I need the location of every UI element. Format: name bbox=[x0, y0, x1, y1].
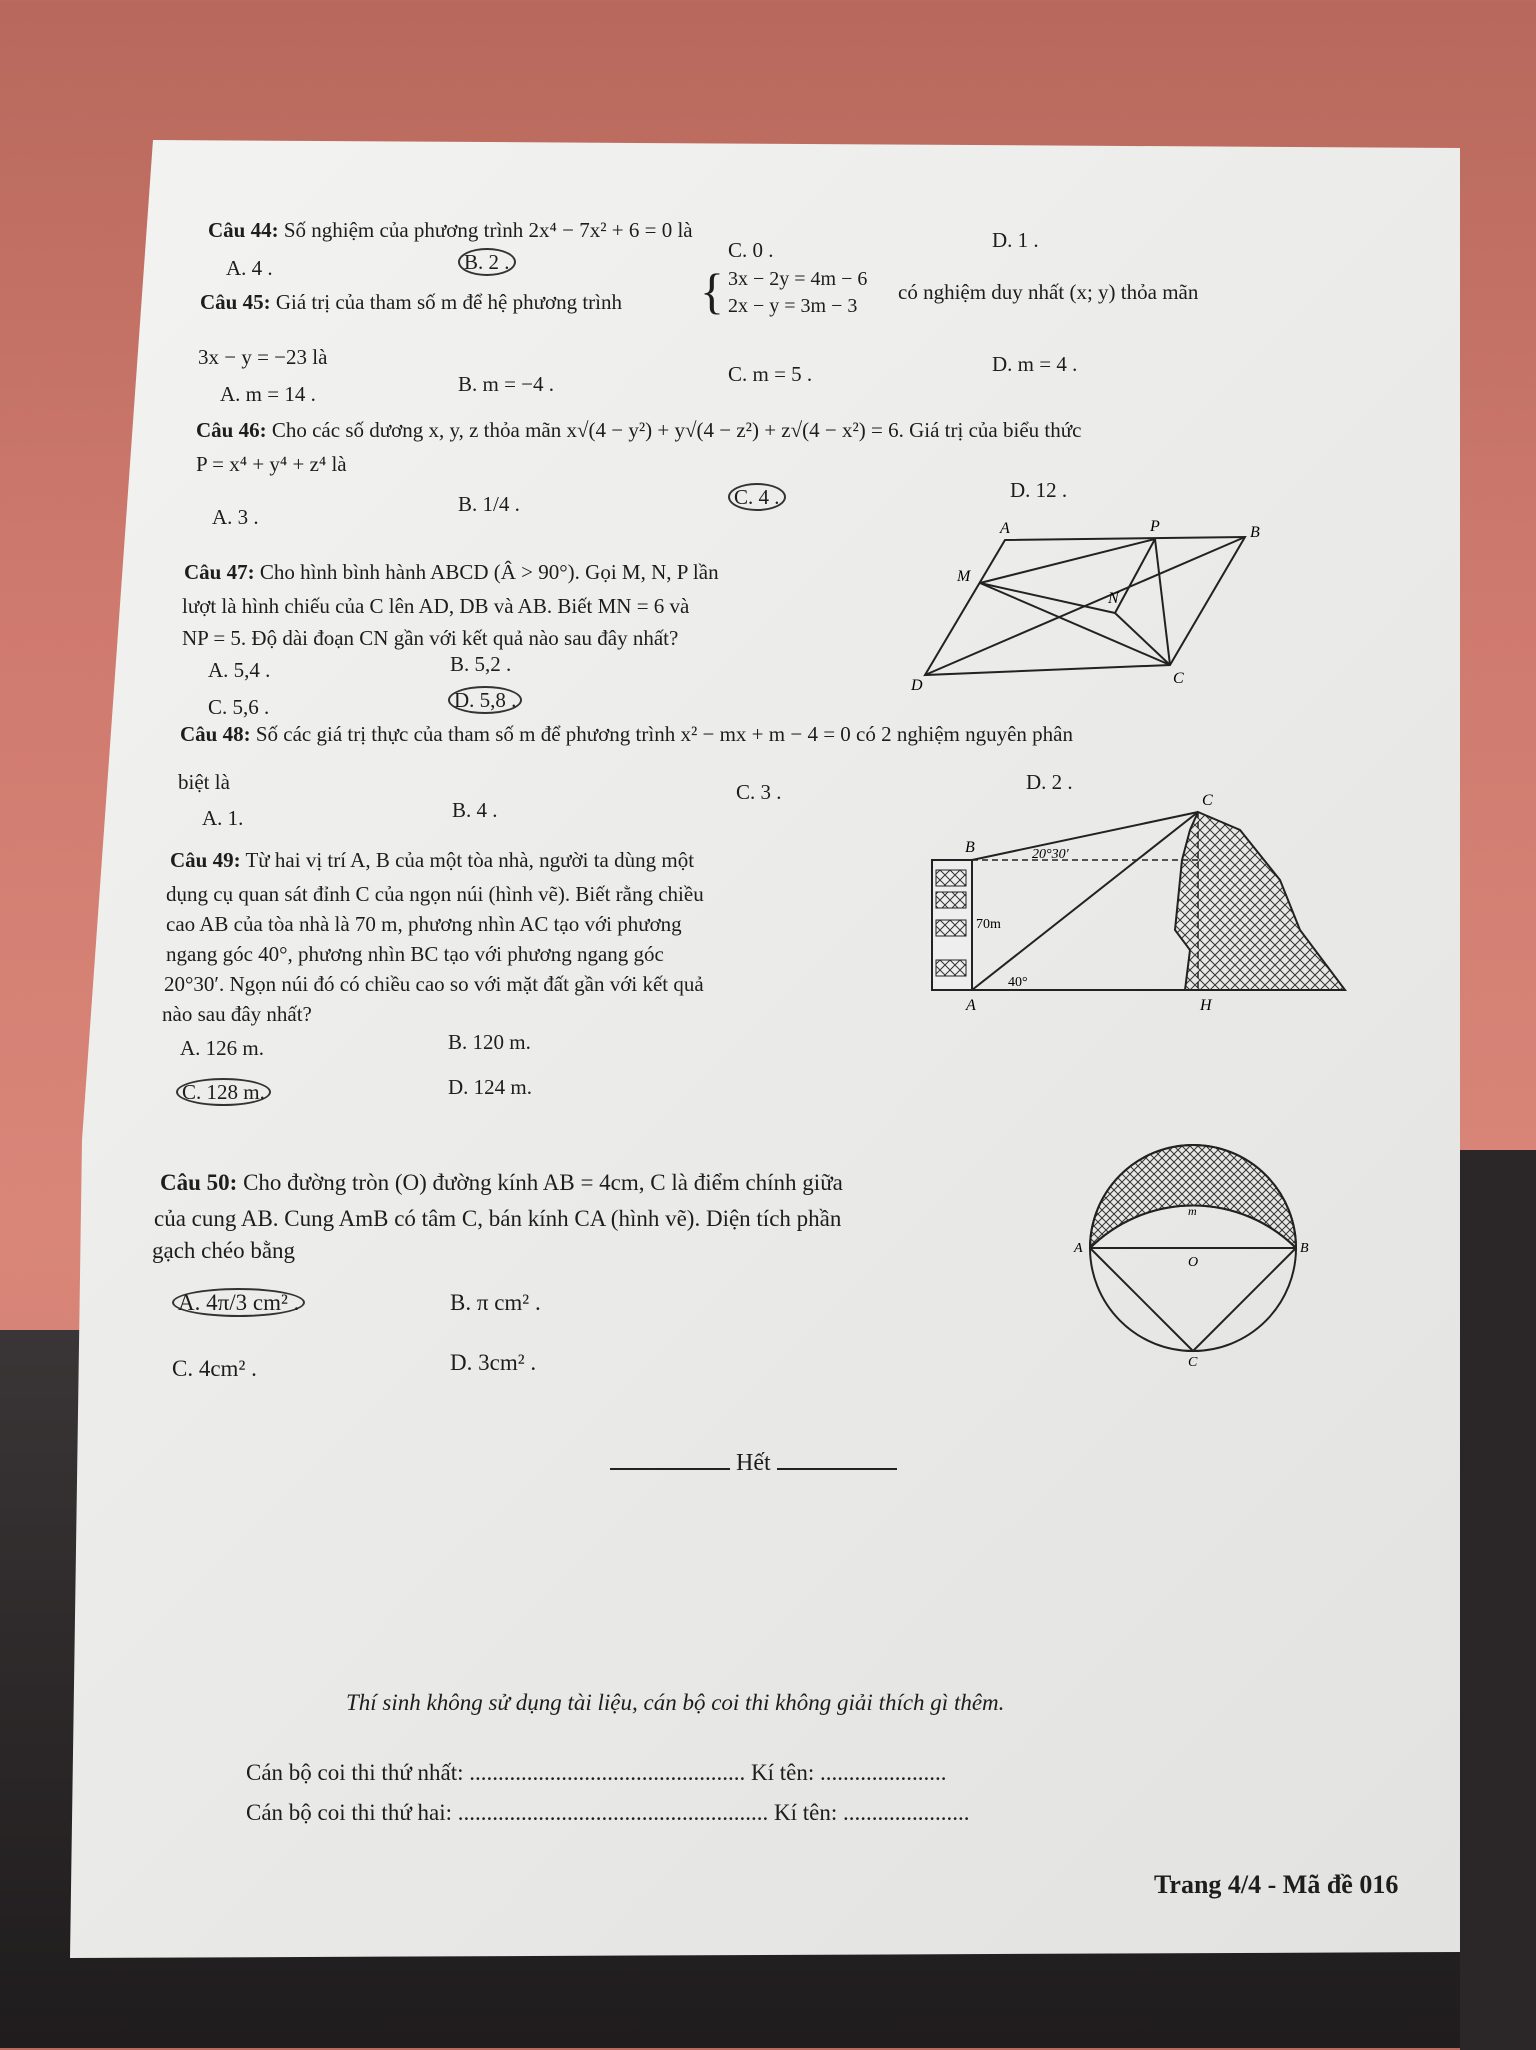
line-bc bbox=[972, 812, 1198, 860]
fig50-label-b: B bbox=[1300, 1241, 1309, 1256]
fig50-label-m: m bbox=[1188, 1204, 1197, 1218]
q45-label: Câu 45: bbox=[200, 290, 271, 314]
q45-option-d: D. m = 4 . bbox=[992, 352, 1078, 376]
q50-label: Câu 50: bbox=[160, 1170, 238, 1195]
q46-option-d: D. 12 . bbox=[1010, 478, 1068, 502]
fig49-label-height: 70m bbox=[976, 917, 1001, 932]
fig47-label-b: B bbox=[1250, 524, 1260, 541]
q45-brace: { bbox=[700, 263, 724, 319]
page-number: Trang 4/4 - Mã đề 016 bbox=[1154, 1870, 1399, 1899]
fig49-label-b: B bbox=[965, 839, 975, 856]
q49-mountain-figure bbox=[920, 790, 1360, 1030]
q46-label: Câu 46: bbox=[196, 418, 267, 442]
q44-option-b bbox=[458, 250, 516, 275]
q44-option-d: D. 1 . bbox=[992, 228, 1039, 252]
q49-text4: ngang góc 40°, phương nhìn BC tạo với phương ngang góc bbox=[166, 942, 664, 966]
q45-system bbox=[700, 263, 868, 319]
q44-option-c: C. 0 . bbox=[728, 238, 774, 262]
hatched-region bbox=[1090, 1145, 1296, 1248]
q45-text2: có nghiệm duy nhất (x; y) thỏa mãn bbox=[898, 280, 1199, 304]
q49-text3: cao AB của tòa nhà là 70 m, phương nhìn AC tạo với phương bbox=[166, 912, 682, 936]
q46-option-c bbox=[728, 485, 786, 510]
fig47-label-c: C bbox=[1173, 670, 1184, 687]
q44-label: Câu 44: bbox=[208, 218, 279, 242]
building-window-1 bbox=[936, 870, 966, 886]
segment-np bbox=[1115, 539, 1155, 613]
q45-option-a: A. m = 14 . bbox=[220, 382, 316, 406]
fig47-label-a: A bbox=[1000, 520, 1010, 537]
q50-circle-figure bbox=[1070, 1130, 1320, 1370]
fig49-label-c: C bbox=[1202, 792, 1213, 809]
segment-mp bbox=[980, 539, 1155, 583]
q50-option-c: C. 4cm² . bbox=[172, 1356, 257, 1381]
q49-option-b: B. 120 m. bbox=[448, 1030, 531, 1054]
segment-bc bbox=[1193, 1248, 1296, 1351]
q44-stem bbox=[208, 218, 693, 243]
q49-stem-1 bbox=[170, 848, 694, 873]
q50-option-b: B. π cm² . bbox=[450, 1290, 541, 1315]
q50-stem-1 bbox=[160, 1170, 843, 1196]
exam-paper bbox=[70, 140, 1460, 1960]
segment-ac bbox=[1090, 1248, 1193, 1351]
q45-option-b: B. m = −4 . bbox=[458, 372, 555, 396]
q48-label: Câu 48: bbox=[180, 722, 251, 746]
q46-text: Cho các số dương x, y, z thỏa mãn x√(4 − y²) + y√(4 − z²) + z√(4 − x²) = 6. Giá trị của biểu thức bbox=[271, 418, 1082, 442]
q49-option-c bbox=[176, 1080, 271, 1105]
fig47-label-d: D bbox=[911, 677, 923, 694]
end-text: Hết bbox=[736, 1450, 771, 1476]
q49-option-a: A. 126 m. bbox=[180, 1036, 264, 1060]
fig49-label-a: A bbox=[966, 997, 976, 1014]
desk-edge bbox=[1460, 1150, 1536, 2050]
q48-option-a: A. 1. bbox=[202, 806, 244, 830]
q49-text5: 20°30′. Ngọn núi đó có chiều cao so với mặt đất gần với kết quả bbox=[164, 972, 704, 996]
building-window-2 bbox=[936, 892, 966, 908]
fig50-label-c: C bbox=[1188, 1355, 1198, 1370]
mountain bbox=[1175, 812, 1345, 990]
segment-cn bbox=[1115, 613, 1170, 665]
q47-text1: Cho hình bình hành ABCD (Â > 90°). Gọi M, N, P lần bbox=[259, 560, 719, 584]
q44-text: Số nghiệm của phương trình 2x⁴ − 7x² + 6 = 0 là bbox=[283, 218, 693, 242]
q47-option-c: C. 5,6 . bbox=[208, 695, 270, 719]
q45-stem bbox=[200, 290, 622, 315]
q47-option-d bbox=[448, 688, 522, 713]
q46-option-c-text: C. 4 . bbox=[728, 483, 786, 511]
q48-text: Số các giá trị thực của tham số m để phương trình x² − mx + m − 4 = 0 có 2 nghiệm nguyên phân bbox=[255, 722, 1073, 746]
q47-text3: NP = 5. Độ dài đoạn CN gần với kết quả nào sau đây nhất? bbox=[182, 626, 679, 650]
q49-label: Câu 49: bbox=[170, 848, 241, 872]
building-window-4 bbox=[936, 960, 966, 976]
q47-option-d-text: D. 5,8 . bbox=[448, 686, 522, 714]
q49-option-d: D. 124 m. bbox=[448, 1075, 532, 1099]
q49-option-c-text: C. 128 m. bbox=[176, 1078, 271, 1106]
q46-text2: P = x⁴ + y⁴ + z⁴ là bbox=[196, 452, 347, 476]
q47-label: Câu 47: bbox=[184, 560, 255, 584]
q44-option-b-text: B. 2 . bbox=[458, 248, 516, 276]
q49-text2: dụng cụ quan sát đỉnh C của ngọn núi (hình vẽ). Biết rằng chiều bbox=[166, 882, 704, 906]
q48-stem bbox=[180, 722, 1073, 747]
q45-eq2: 2x − y = 3m − 3 bbox=[728, 295, 858, 317]
end-marker bbox=[610, 1450, 897, 1477]
q45-option-c: C. m = 5 . bbox=[728, 362, 813, 386]
building-window-3 bbox=[936, 920, 966, 936]
q46-option-a: A. 3 . bbox=[212, 505, 259, 529]
q46-option-b: B. 1/4 . bbox=[458, 492, 520, 516]
q50-text1: Cho đường tròn (O) đường kính AB = 4cm, C là điểm chính giữa bbox=[243, 1170, 843, 1195]
segment-cm bbox=[980, 583, 1170, 665]
q44-option-a: A. 4 . bbox=[226, 256, 273, 280]
segment-cp bbox=[1155, 539, 1170, 665]
fig50-label-a: A bbox=[1074, 1241, 1083, 1256]
q50-text2: của cung AB. Cung AmB có tâm C, bán kính CA (hình vẽ). Diện tích phần bbox=[154, 1206, 842, 1231]
q45-text3: 3x − y = −23 là bbox=[198, 345, 328, 369]
q47-stem-1 bbox=[184, 560, 719, 585]
fig49-label-angle-a: 40° bbox=[1008, 975, 1028, 990]
invigilator-1-line: Cán bộ coi thi thứ nhất: ................................................ Kí tên: ...................... bbox=[246, 1760, 947, 1785]
exam-note: Thí sinh không sử dụng tài liệu, cán bộ coi thi không giải thích gì thêm. bbox=[346, 1690, 1005, 1715]
q49-text6: nào sau đây nhất? bbox=[162, 1002, 312, 1026]
fig47-label-n: N bbox=[1108, 590, 1119, 607]
q45-eq1: 3x − 2y = 4m − 6 bbox=[728, 268, 868, 290]
q49-text1: Từ hai vị trí A, B của một tòa nhà, người ta dùng một bbox=[245, 848, 695, 872]
q48-option-c: C. 3 . bbox=[736, 780, 782, 804]
q48-option-b: B. 4 . bbox=[452, 798, 498, 822]
line-ac bbox=[972, 812, 1198, 990]
q45-text: Giá trị của tham số m để hệ phương trình bbox=[275, 290, 623, 314]
q47-parallelogram-figure bbox=[905, 515, 1265, 695]
fig47-label-p: P bbox=[1150, 518, 1160, 535]
q48-text2: biệt là bbox=[178, 770, 230, 794]
end-rule-left bbox=[610, 1468, 730, 1470]
fig47-label-m: M bbox=[957, 568, 971, 585]
q50-text3: gạch chéo bằng bbox=[152, 1238, 296, 1263]
q48-option-d: D. 2 . bbox=[1026, 770, 1073, 794]
fig49-label-angle-b: 20°30′ bbox=[1032, 847, 1069, 862]
segment-mn bbox=[980, 583, 1115, 613]
q50-option-d: D. 3cm² . bbox=[450, 1350, 537, 1375]
fig50-label-o: O bbox=[1188, 1255, 1199, 1270]
q47-option-a: A. 5,4 . bbox=[208, 658, 271, 682]
q47-option-b: B. 5,2 . bbox=[450, 652, 512, 676]
q47-text2: lượt là hình chiếu của C lên AD, DB và AB. Biết MN = 6 và bbox=[182, 594, 690, 618]
q46-stem bbox=[196, 418, 1081, 443]
end-rule-right bbox=[777, 1468, 897, 1470]
q50-option-a-text: A. 4π/3 cm² . bbox=[172, 1288, 305, 1317]
invigilator-2-line: Cán bộ coi thi thứ hai: ...................................................... Kí tên: ...................... bbox=[246, 1800, 970, 1825]
q50-option-a bbox=[172, 1290, 305, 1316]
fig49-label-h: H bbox=[1200, 997, 1212, 1014]
